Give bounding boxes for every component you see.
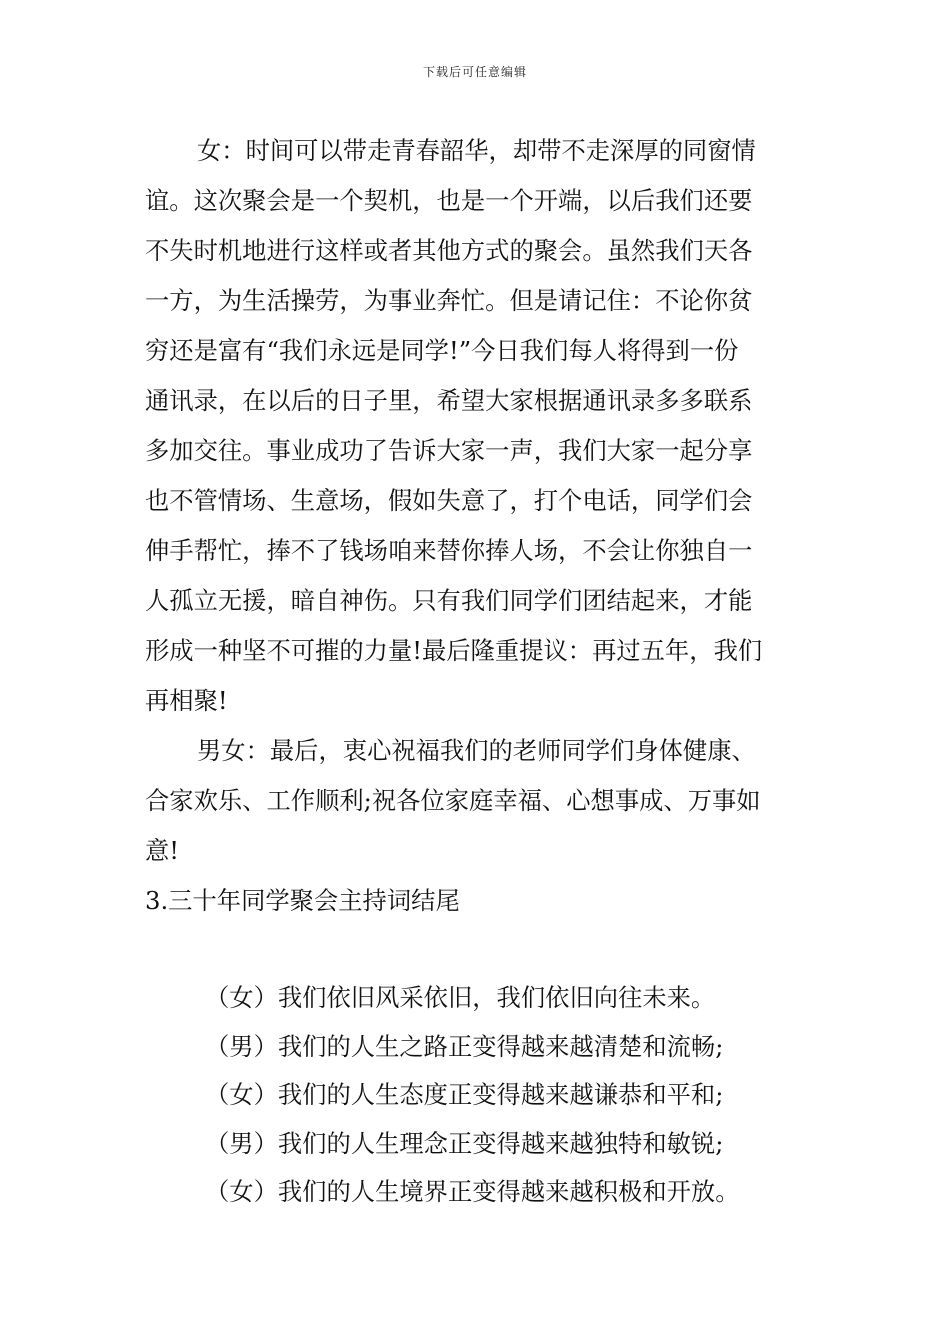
- text-line: 形成一种坚不可摧的力量!最后隆重提议：再过五年，我们: [145, 636, 763, 665]
- text-line: 意!: [145, 836, 180, 865]
- dialogue-line: （男）我们的人生理念正变得越来越独特和敏锐;: [205, 1128, 724, 1158]
- text-line: 也不管情场、生意场，假如失意了，打个电话，同学们会: [145, 486, 753, 515]
- dialogue-line: （男）我们的人生之路正变得越来越清楚和流畅;: [205, 1031, 724, 1061]
- dialogue-list: [145, 974, 809, 1217]
- dialogue-line: （女）我们依旧风采依旧，我们依旧向往未来。: [205, 983, 716, 1012]
- page-header: 下载后可任意编辑: [422, 65, 527, 79]
- text-line: 男女：最后，衷心祝福我们的老师同学们身体健康、: [197, 736, 756, 765]
- spacer: [145, 952, 809, 974]
- text-line: 多加交往。事业成功了告诉大家一声，我们大家一起分享: [145, 436, 753, 465]
- section-title: 3.三十年同学聚会主持词结尾: [145, 886, 460, 915]
- dialogue-line: （女）我们的人生态度正变得越来越谦恭和平和;: [205, 1080, 724, 1109]
- text-line: 合家欢乐、工作顺利;祝各位家庭幸福、心想事成、万事如: [145, 786, 761, 815]
- dialogue-line: （女）我们的人生境界正变得越来越积极和开放。: [205, 1177, 740, 1206]
- text-line: 人孤立无援，暗自神伤。只有我们同学们团结起来，才能: [145, 586, 753, 615]
- text-line: 谊。这次聚会是一个契机，也是一个开端，以后我们还要: [145, 186, 753, 215]
- text-line: 一方，为生活操劳，为事业奔忙。但是请记住：不论你贫: [145, 286, 753, 315]
- text-line: 不失时机地进行这样或者其他方式的聚会。虽然我们天各: [145, 236, 753, 265]
- text-line: 伸手帮忙，捧不了钱场咱来替你捧人场，不会让你独自一: [145, 536, 753, 565]
- text-line: 女：时间可以带走青春韶华，却带不走深厚的同窗情: [197, 136, 756, 165]
- document-body: [145, 126, 809, 1217]
- text-line: 穷还是富有“我们永远是同学!”今日我们每人将得到一份: [145, 336, 739, 365]
- spacer: [145, 926, 809, 952]
- paragraph-closing-speech: [145, 126, 809, 726]
- text-line: 通讯录，在以后的日子里，希望大家根据通讯录多多联系: [145, 386, 753, 415]
- text-line: 再相聚!: [145, 686, 228, 715]
- paragraph-blessing: [145, 726, 809, 876]
